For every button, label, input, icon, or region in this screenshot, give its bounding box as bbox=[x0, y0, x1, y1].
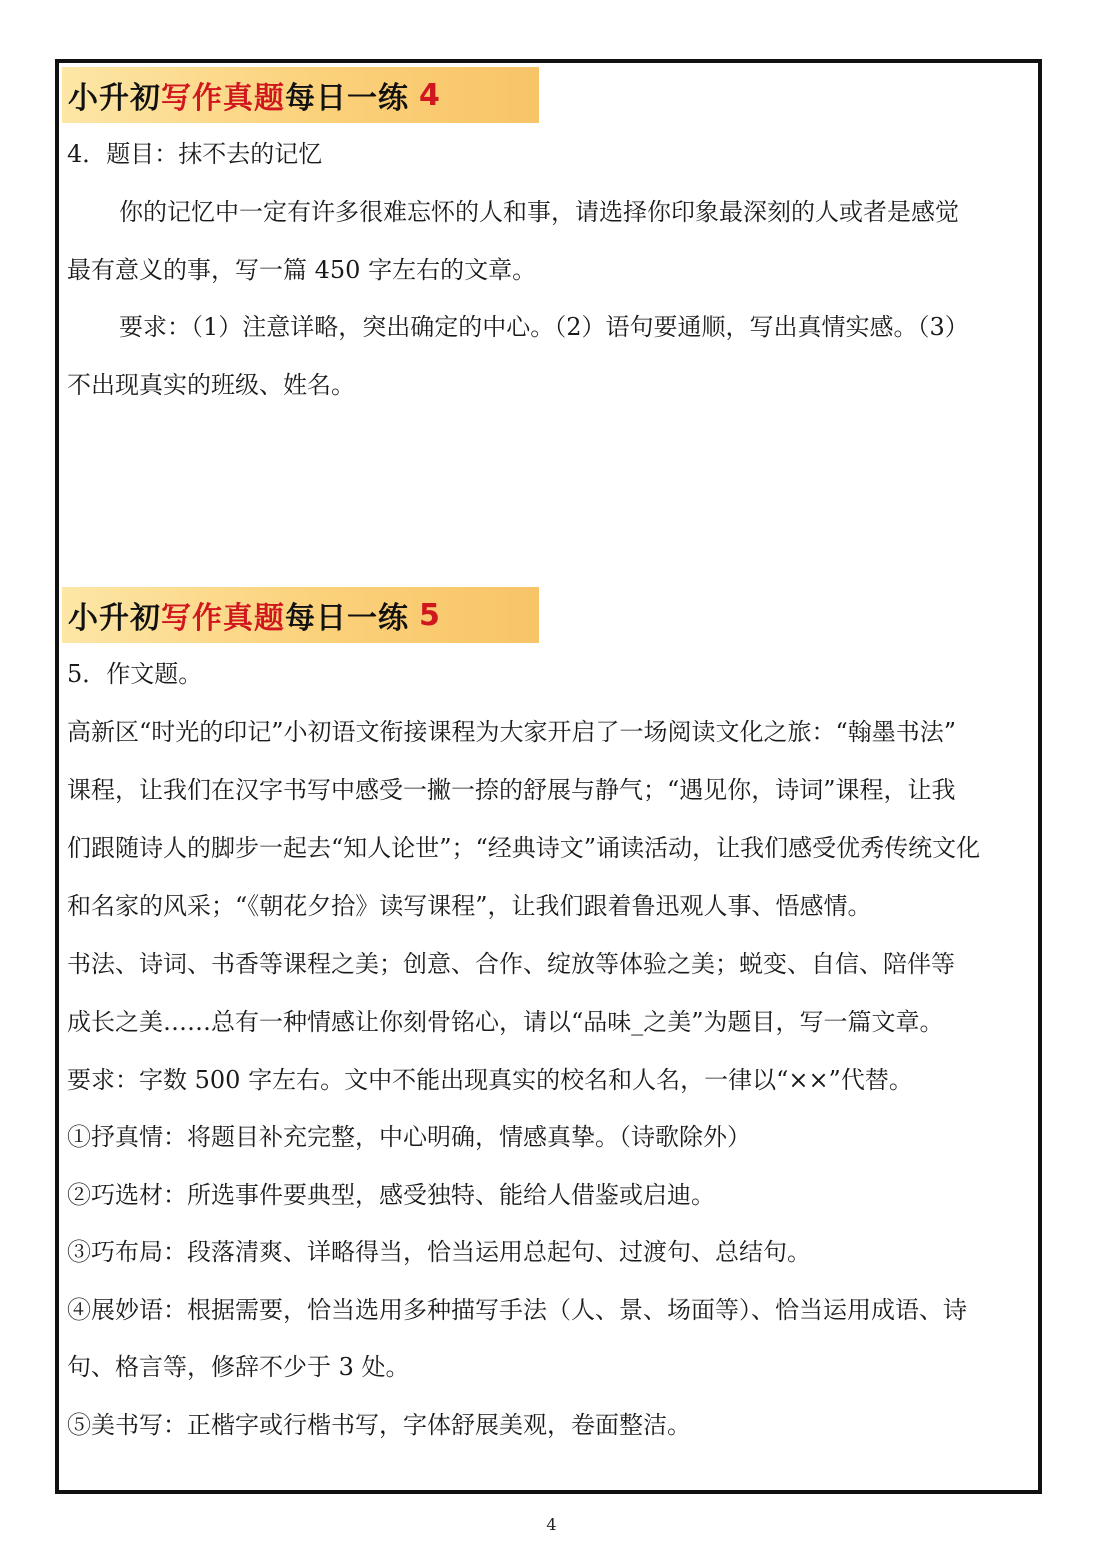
prompt-5-text-line: 书法、诗词、书香等课程之美；创意、合作、绽放等体验之美；蜕变、自信、陪伴等 bbox=[67, 950, 955, 978]
section-5-banner bbox=[62, 587, 539, 643]
banner-number: 4 bbox=[419, 77, 441, 113]
prompt-5-requirement-item: ①抒真情：将题目补充完整，中心明确，情感真挚。（诗歌除外） bbox=[67, 1123, 751, 1151]
prompt-5-requirement-item: 句、格言等，修辞不少于 3 处。 bbox=[67, 1353, 410, 1381]
section-4-banner bbox=[62, 67, 539, 123]
prompt-5-requirement-item: ③巧布局：段落清爽、详略得当，恰当运用总起句、过渡句、总结句。 bbox=[67, 1238, 811, 1266]
prompt-4-requirement-line: 不出现真实的班级、姓名。 bbox=[67, 371, 355, 399]
prompt-4-text-line: 最有意义的事，写一篇 450 字左右的文章。 bbox=[67, 256, 537, 284]
prompt-5-text-line: 们跟随诗人的脚步一起去“知人论世”；“经典诗文”诵读活动，让我们感受优秀传统文化 bbox=[67, 834, 981, 862]
prompt-4-text-line: 你的记忆中一定有许多很难忘怀的人和事，请选择你印象最深刻的人或者是感觉 bbox=[119, 198, 959, 226]
prompt-5-title: 5．作文题。 bbox=[67, 660, 203, 688]
prompt-5-requirement-line: 要求：字数 500 字左右。文中不能出现真实的校名和人名，一律以“××”代替。 bbox=[67, 1066, 913, 1094]
prompt-5-text-line: 课程，让我们在汉字书写中感受一撇一捺的舒展与静气；“遇见你，诗词”课程，让我 bbox=[67, 776, 956, 804]
page-number: 4 bbox=[546, 1515, 557, 1534]
banner-suffix: 每日一练 bbox=[285, 81, 409, 116]
banner-suffix: 每日一练 bbox=[285, 601, 409, 636]
prompt-5-text-line: 成长之美……总有一种情感让你刻骨铭心，请以“品味_之美”为题目，写一篇文章。 bbox=[67, 1008, 944, 1036]
prompt-5-text-line: 和名家的风采；“《朝花夕拾》读写课程”，让我们跟着鲁迅观人事、悟感情。 bbox=[67, 892, 872, 920]
banner-highlight: 写作真题 bbox=[161, 81, 285, 116]
prompt-5-requirement-item: ②巧选材：所选事件要典型，感受独特、能给人借鉴或启迪。 bbox=[67, 1181, 715, 1209]
prompt-5-text-line: 高新区“时光的印记”小初语文衔接课程为大家开启了一场阅读文化之旅：“翰墨书法” bbox=[67, 718, 957, 746]
banner-number: 5 bbox=[419, 597, 441, 633]
prompt-4-requirement-line: 要求：（1）注意详略，突出确定的中心。（2）语句要通顺，写出真情实感。（3） bbox=[119, 313, 969, 341]
banner-prefix: 小升初 bbox=[68, 601, 161, 636]
banner-highlight: 写作真题 bbox=[161, 601, 285, 636]
prompt-4-title: 4．题目：抹不去的记忆 bbox=[67, 140, 323, 168]
banner-prefix: 小升初 bbox=[68, 81, 161, 116]
prompt-5-requirement-item: ④展妙语：根据需要，恰当选用多种描写手法（人、景、场面等）、恰当运用成语、诗 bbox=[67, 1296, 967, 1324]
prompt-5-requirement-item: ⑤美书写：正楷字或行楷书写，字体舒展美观，卷面整洁。 bbox=[67, 1411, 691, 1439]
